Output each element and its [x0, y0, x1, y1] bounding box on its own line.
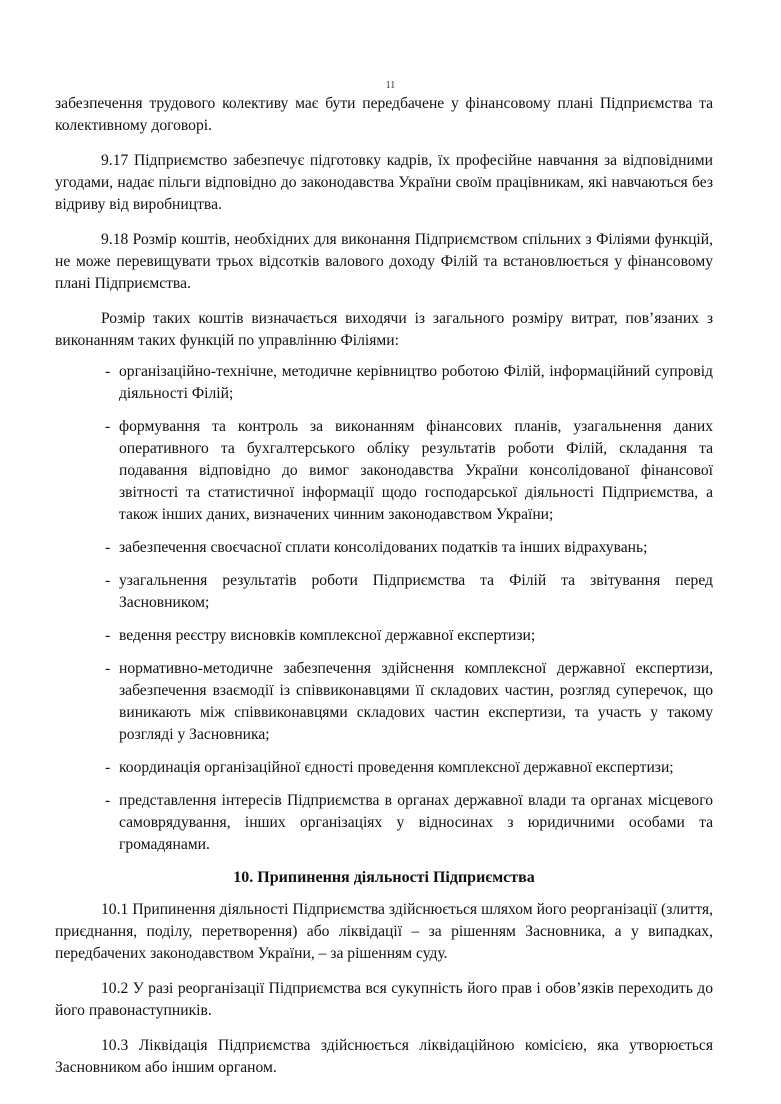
list-item: - координація організаційної єдності проведення комплексної державної експертизи; [55, 757, 713, 779]
document-body [55, 93, 713, 1079]
paragraph-funds-size: Розмір таких коштів визначається виходячи із загального розміру витрат, пов’язаних з виконанням таких функцій по управлінню Філіями: [55, 310, 713, 349]
list-item: - узагальнення результатів роботи Підприємства та Філій та звітування перед Засновником; [105, 572, 713, 611]
list-dash: - [105, 660, 111, 677]
list-dash: - [105, 418, 111, 435]
paragraph-9-18: 9.18 Розмір коштів, необхідних для виконання Підприємством спільних з Філіями функцій, не може перевищувати трьох відсотків валового доходу Філій та встановлюється у фінансовому плані Підприємства. [55, 231, 713, 292]
list-dash: - [105, 363, 111, 380]
list-dash: - [105, 539, 111, 556]
list-item: - формування та контроль за виконанням фінансових планів, узагальнення даних оперативного та бухгалтерського обліку результатів роботи Філій, складання та подавання відповідно до вимог законодавства України консолідованої фінансової звітності та статистичної інформації щодо господарської діяльності Підприємства, а також інших даних, визначених чинним законодавством України; [105, 418, 713, 523]
list-dash: - [105, 792, 111, 809]
functions-list [55, 361, 713, 856]
paragraph-10-3: 10.3 Ліквідація Підприємства здійснюється ліквідаційною комісією, яка утворюється Засновником або іншим органом. [55, 1037, 713, 1076]
page-number: 11 [385, 80, 396, 91]
list-item: - організаційно-технічне, методичне керівництво роботою Філій, інформаційний супровід діяльності Філій; [105, 363, 713, 402]
section-heading: 10. Припинення діяльності Підприємства [233, 869, 535, 886]
list-item: - представлення інтересів Підприємства в органах державної влади та органах місцевого самоврядування, інших організаціях у відносинах з юридичними особами та громадянами. [105, 792, 713, 853]
paragraph-10-2: 10.2 У разі реорганізації Підприємства вся сукупність його прав і обов’язків переходить до його правонаступників. [55, 980, 713, 1019]
paragraph-10-1: 10.1 Припинення діяльності Підприємства здійснюється шляхом його реорганізації (злиття, приєднання, поділу, перетворення) або ліквідації – за рішенням Засновника, а у випадках, передбачених законодавством України, – за рішенням суду. [55, 901, 713, 962]
list-dash: - [105, 759, 111, 776]
list-item: - ведення реєстру висновків комплексної державної експертизи; [55, 625, 713, 647]
list-dash: - [105, 572, 111, 589]
list-item: - забезпечення своєчасної сплати консолідованих податків та інших відрахувань; [55, 537, 713, 559]
paragraph-continuation: забезпечення трудового колективу має бути передбачене у фінансовому плані Підприємства та колективному договорі. [55, 95, 713, 134]
list-dash: - [105, 627, 111, 644]
paragraph-9-17: 9.17 Підприємство забезпечує підготовку кадрів, їх професійне навчання за відповідними угодами, надає пільги відповідно до законодавства України своїм працівникам, які навчаються без відриву від виробництва. [55, 152, 713, 213]
list-item: - нормативно-методичне забезпечення здійснення комплексної державної експертизи, забезпечення взаємодії із співвиконавцями її складових частин, розгляд суперечок, що виникають між співвиконавцями складових частин експертизи, та участь у такому розгляді у Засновника; [105, 660, 713, 743]
